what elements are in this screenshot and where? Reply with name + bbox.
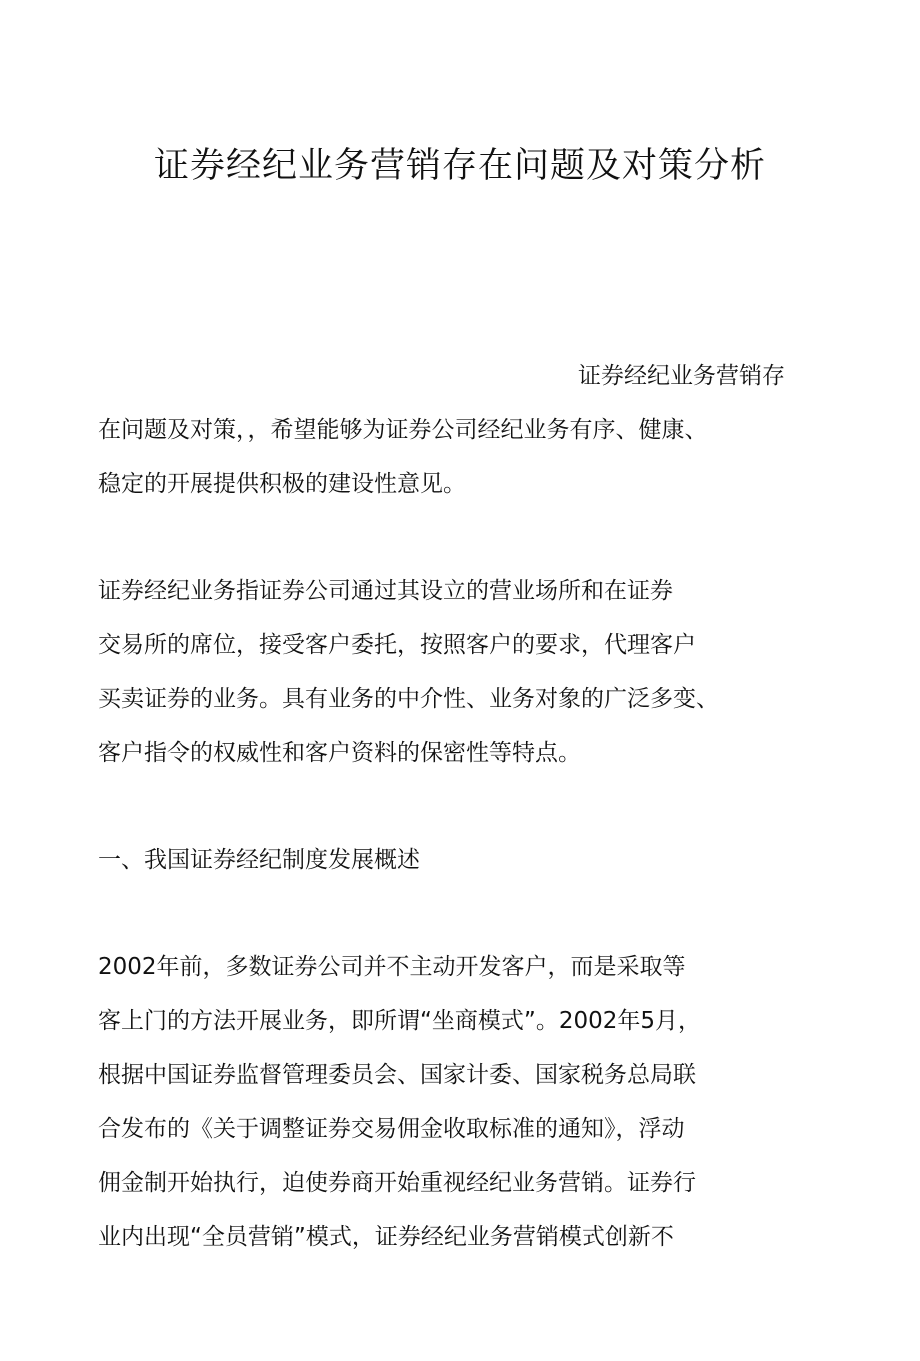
intro-line-1: 证券经纪业务营销存 (578, 363, 785, 389)
paragraph2-line-3: 根据中国证券监督管理委员会、国家计委、国家税务总局联 (98, 1062, 696, 1088)
paragraph1-line-2: 交易所的席位，接受客户委托，按照客户的要求，代理客户 (98, 632, 696, 658)
paragraph2-line-2: 客上门的方法开展业务，即所谓“坐商模式”。2002年5月， (98, 1008, 701, 1034)
paragraph2-line-4: 合发布的《关于调整证券交易佣金收取标准的通知》，浮动 (98, 1116, 685, 1142)
paragraph2-line-6: 业内出现“全员营销”模式，证券经纪业务营销模式创新不 (98, 1224, 674, 1250)
paragraph1-line-1: 证券经纪业务指证券公司通过其设立的营业场所和在证券 (98, 578, 673, 604)
paragraph2-line-5: 佣金制开始执行，迫使券商开始重视经纪业务营销。证券行 (98, 1170, 696, 1196)
document-title: 证券经纪业务营销存在问题及对策分析 (153, 146, 766, 186)
paragraph1-line-3: 买卖证券的业务。具有业务的中介性、业务对象的广泛多变、 (98, 686, 719, 712)
intro-line-3: 稳定的开展提供积极的建设性意见。 (98, 471, 466, 497)
intro-line-2: 在问题及对策，，希望能够为证券公司经纪业务有序、健康、 (98, 417, 708, 443)
paragraph1-line-4: 客户指令的权威性和客户资料的保密性等特点。 (98, 740, 581, 766)
paragraph2-line-1: 2002年前，多数证券公司并不主动开发客户，而是采取等 (98, 954, 686, 980)
section-heading: 一、我国证券经纪制度发展概述 (98, 847, 420, 873)
